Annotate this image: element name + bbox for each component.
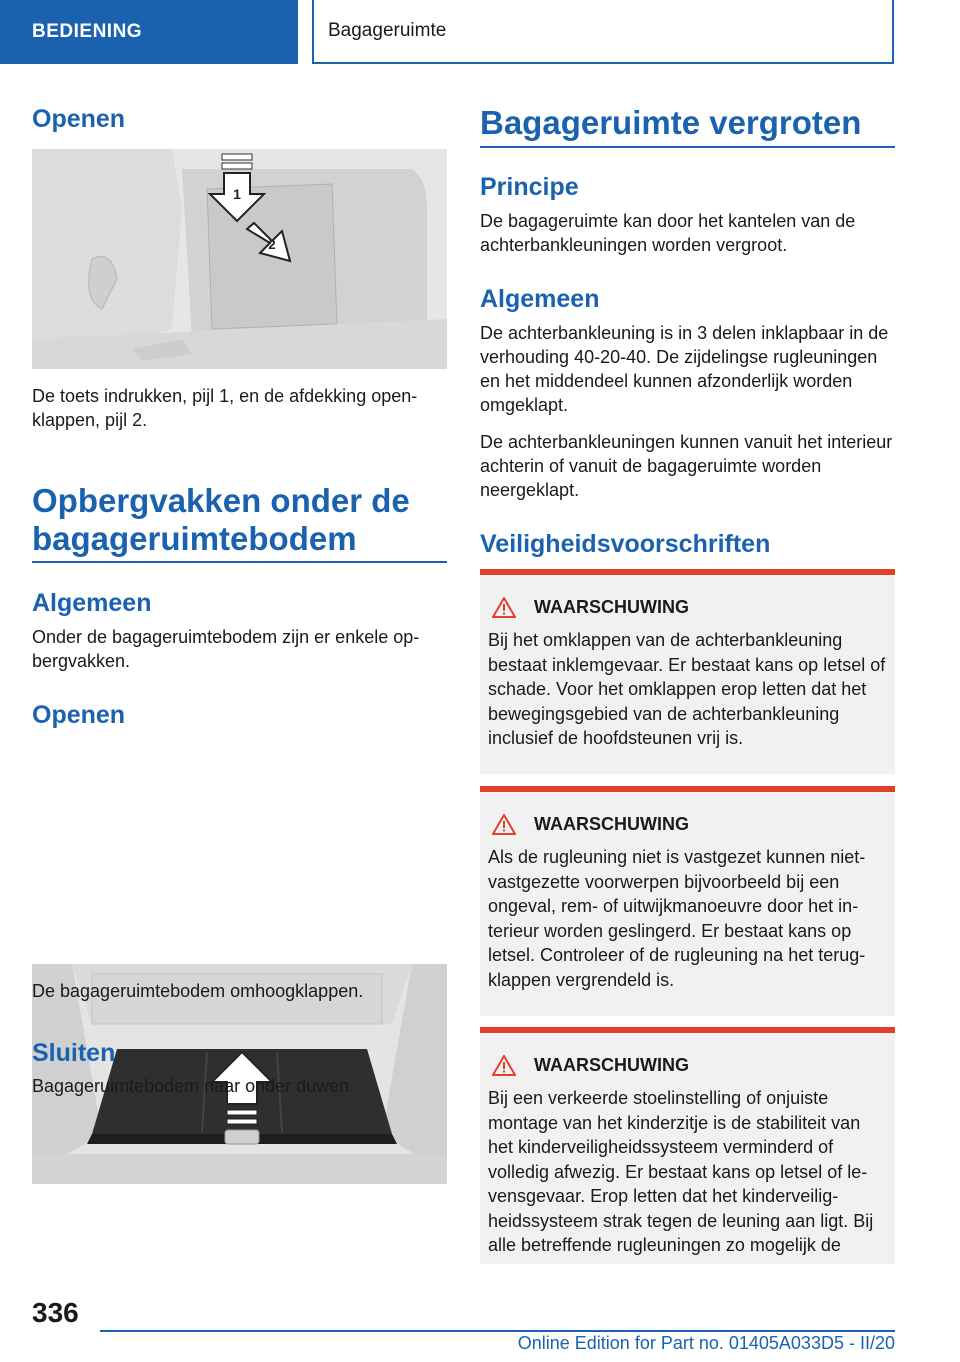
warning-title-text-2: WAARSCHUWING (534, 814, 689, 834)
arrow-label-1: 1 (233, 186, 241, 202)
heading-openen-2: Openen (32, 701, 126, 729)
caption-openen-1: De toets indrukken, pijl 1, en de afdekking openklappen, pijl 2. (32, 386, 418, 430)
heading-algemeen-right: Algemeen (480, 285, 600, 313)
warning-text-3: Bij een verkeerde stoelinstelling of onjuiste montage van het kinderzitje is de stabiliteit van het kinderveiligheidssysteem verminderd of volledig afwezig. Er bestaat kans op letsel of levensgevaar. Erop letten dat het kinderveiligheidssysteem strak tegen de leuning aan ligt. Bij alle betreffende rugleuningen zo mogelijk de (488, 1088, 874, 1255)
page-title-text: Bagageruimte (328, 20, 447, 41)
warning-text-2: Als de rugleuning niet is vastgezet kunnen niet-vastgezette voorwerpen bijvoorbeeld bij een ongeval, rem- of uitwijkmanoeuvre door het interieur worden geslingerd. Er bestaat kans op letsel. Controleer of de rugleuning na het terugklappen vergrendeld is. (488, 847, 866, 990)
heading-opbergvakken: Opbergvakken onder de bagageruimtebodem (32, 482, 410, 557)
page-title (312, 0, 894, 64)
warning-title-text-1: WAARSCHUWING (534, 597, 689, 617)
warning-box-3 (480, 1027, 895, 1264)
caption-openen-2: De bagageruimtebodem omhoogklappen. (32, 981, 364, 1001)
footer-rule (100, 1330, 895, 1332)
page-number: 336 (32, 1297, 79, 1328)
warning-box-1 (480, 569, 895, 774)
warning-title-1 (488, 597, 887, 618)
text-algemeen-right-2: De achterbankleuningen kunnen vanuit het interieur achterin of vanuit de bagageruimte worden neergeklapt. (480, 432, 893, 500)
warning-title-2 (488, 814, 887, 835)
warning-title-text-3: WAARSCHUWING (534, 1055, 689, 1075)
heading-principe: Principe (480, 173, 579, 201)
illustration-cover-open-svg (32, 149, 447, 369)
text-principe: De bagageruimte kan door het kantelen van de achterbankleuningen worden vergroot. (480, 211, 856, 255)
heading-vergroten: Bagageruimte vergroten (480, 104, 862, 141)
heading-openen-1: Openen (32, 105, 126, 133)
warning-triangle-icon (492, 1055, 516, 1076)
warning-title-3 (488, 1055, 887, 1076)
footer-edition: Online Edition for Part no. 01405A033D5 - II/20 (517, 1333, 895, 1353)
arrow-label-2: 2 (268, 237, 276, 252)
warning-triangle-icon (492, 814, 516, 835)
warning-text-1: Bij het omklappen van de achterbankleuning bestaat inklemgevaar. Er bestaat kans op letsel of schade. Voor het omklappen erop letten dat het bewegingsgebied van de achterbankleuning inclusief de hoofdsteunen vrij is. (488, 630, 886, 748)
heading-veiligheid: Veiligheidsvoorschriften (480, 530, 771, 558)
heading-rule (32, 561, 447, 563)
heading-algemeen-left: Algemeen (32, 589, 152, 617)
warning-triangle-icon (492, 597, 516, 618)
text-sluiten: Bagageruimtebodem naar onder duwen. (32, 1076, 355, 1096)
warning-box-2 (480, 786, 895, 1016)
text-algemeen-right-1: De achterbankleuning is in 3 delen inklapbaar in de verhouding 40-20-40. De zijdelingse rugleuningen en het middendeel kunnen afzonderlijk worden omgeklapt. (480, 323, 889, 415)
text-algemeen-left: Onder de bagageruimtebodem zijn er enkele opbergvakken. (32, 627, 420, 671)
heading-rule-right (480, 146, 895, 148)
illustration-cover-open (32, 149, 447, 369)
section-tab: BEDIENING (0, 0, 298, 64)
heading-sluiten: Sluiten (32, 1039, 116, 1067)
